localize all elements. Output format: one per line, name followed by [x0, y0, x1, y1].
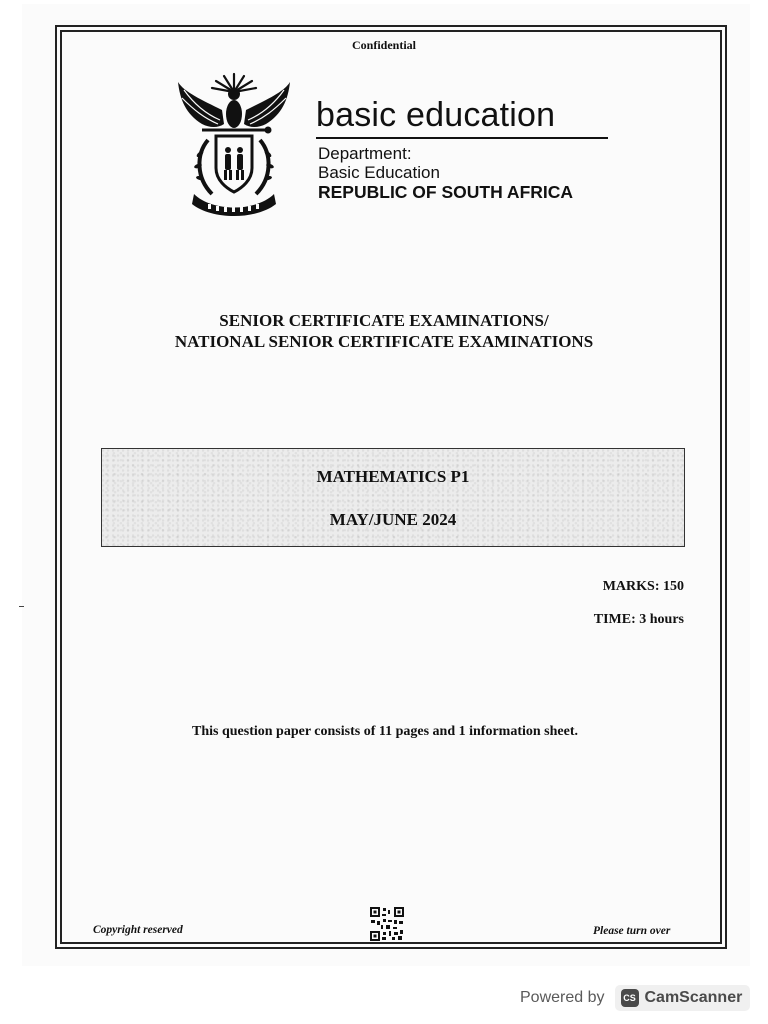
subject-box — [101, 448, 685, 547]
powered-by-label: Powered by — [520, 989, 605, 1006]
country-name: REPUBLIC OF SOUTH AFRICA — [318, 182, 574, 202]
exam-heading: SENIOR CERTIFICATE EXAMINATIONS/ — [219, 311, 549, 330]
time-label: TIME: 3 hours — [593, 612, 684, 627]
subject-title: MATHEMATICS P1 — [316, 467, 470, 486]
coat-of-arms-icon — [172, 70, 296, 218]
exam-heading-national: NATIONAL SENIOR CERTIFICATE EXAMINATIONS — [174, 332, 594, 351]
marks-label: MARKS: 150 — [602, 579, 684, 594]
camscanner-watermark — [520, 984, 750, 1012]
page-count-note: This question paper consists of 11 pages and 1 information sheet. — [192, 724, 578, 739]
exam-session: MAY/JUNE 2024 — [329, 510, 457, 529]
department-line: Department: — [318, 144, 412, 163]
turn-over-notice: Please turn over — [593, 925, 671, 937]
brand-title: basic education — [316, 96, 556, 134]
copyright-notice: Copyright reserved — [93, 924, 183, 936]
scan-artifact — [19, 606, 24, 607]
camscanner-logo-icon: CS — [621, 989, 639, 1007]
qr-code-icon — [369, 906, 405, 942]
confidential-label: Confidential — [351, 38, 416, 52]
department-name: Basic Education — [318, 163, 440, 182]
camscanner-name: CamScanner — [644, 989, 743, 1006]
brand-divider — [316, 137, 608, 139]
camscanner-badge — [615, 985, 751, 1011]
